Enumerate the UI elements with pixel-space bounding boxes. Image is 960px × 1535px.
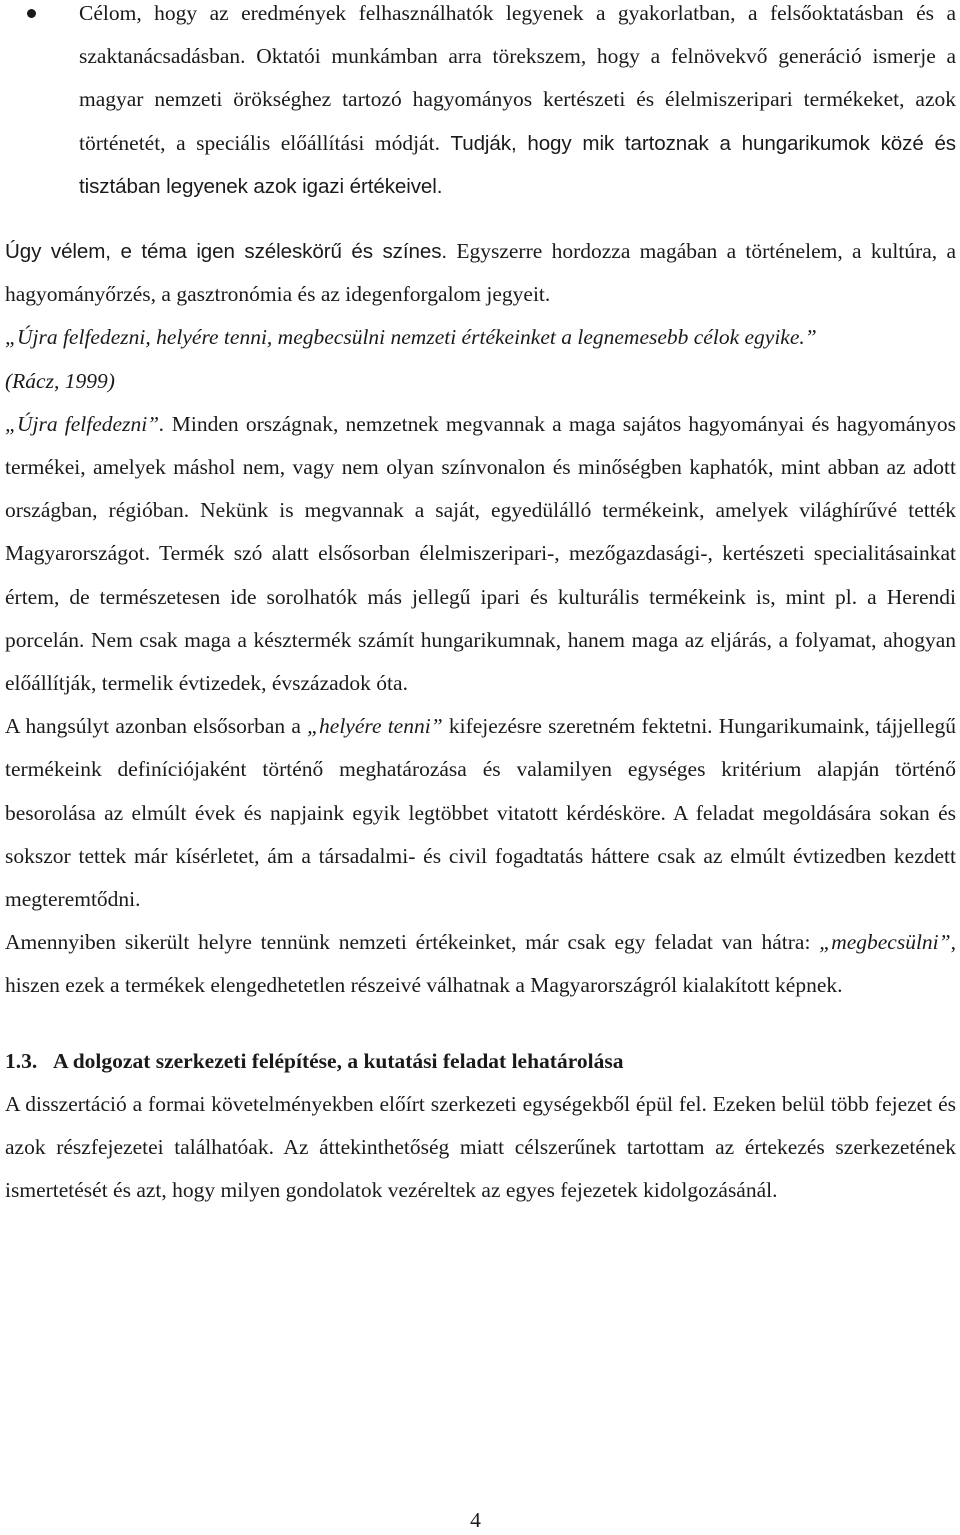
paragraph-rediscover-body: Minden országnak, nemzetnek megvannak a maga sajátos hagyományai és hagyományos termékei, amelyek máshol nem, vagy nem olyan színvonalon és minőségben kaphatók, mint abban az adott országban, régióban. Nekünk is megvannak a saját, egyedülálló termékeink, amelyek világhírűvé tették Magyarországot. Termék szó alatt elsősorban élelmiszeripari-, mezőgazdasági-, kertészeti specialitásainkat értem, de természetesen ide sorolhatók más jellegű ipari és kulturális termékeink is, mint pl. a Herendi porcelán. Nem csak maga a késztermék számít hungarikumnak, hanem maga az eljárás, a folyamat, ahogyan előállítják, termelik évtizedek, évszázadok óta.	[5, 411, 956, 696]
page-number: 4	[470, 1508, 481, 1532]
paragraph-appreciate-emphasis: „megbecsülni”	[819, 930, 951, 955]
paragraph-structure: A disszertáció a formai követelményekben előírt szerkezeti egységekből épül fel. Ezeken belül több fejezet és azok részfejezetei találhatóak. Az áttekinthetőség miatt célszerűnek tartottam az értekezés szerkezetének ismertetését és azt, hogy milyen gondolatok vezéreltek az egyes fejezetek kidolgozásánál.	[5, 1091, 956, 1203]
bullet-icon	[27, 9, 36, 18]
paragraph-rediscover-emphasis: „Újra felfedezni”.	[5, 411, 165, 436]
quote-text: „Újra felfedezni, helyére tenni, megbecsülni nemzeti értékeinket a legnemesebb célok egyike.”	[5, 325, 817, 350]
paragraph-place-lead: A hangsúlyt azonban elsősorban a	[5, 714, 308, 739]
paragraph-appreciate	[5, 921, 956, 1007]
paragraph-appreciate-body: , hiszen ezek a termékek elengedhetetlen részeivé válhatnak a Magyarországról kialakított képnek.	[5, 930, 956, 998]
paragraph-intro-sans: Úgy vélem, e téma igen széleskörű és színes.	[5, 240, 448, 264]
bullet-list-item	[5, 0, 956, 208]
paragraph-intro	[5, 230, 956, 316]
quote-paragraph	[5, 316, 956, 402]
paragraph-place	[5, 705, 956, 921]
section-title: A dolgozat szerkezeti felépítése, a kutatási feladat lehatárolása	[53, 1048, 624, 1073]
quote-citation: (Rácz, 1999)	[5, 368, 115, 393]
section-heading	[5, 1040, 956, 1083]
bullet-text-serif: Célom, hogy az eredmények felhasználhatók legyenek a gyakorlatban, a felsőoktatásban és a szaktanácsadásban. Oktatói munkámban arra törekszem, hogy a felnövekvő generáció ismerje a magyar nemzeti örökséghez tartozó hagyományos kertészeti és élelmiszeripari termékeket, azok történetét, a speciális előállítási módját.	[79, 1, 956, 155]
bullet-text-sans: Tudják, hogy mik tartoznak a hungarikumok közé és tisztában legyenek azok igazi értékeivel.	[79, 131, 957, 198]
paragraph-appreciate-lead: Amennyiben sikerült helyre tennünk nemzeti értékeinket, már csak egy feladat van hátra:	[5, 930, 820, 955]
paragraph-intro-rest: Egyszerre hordozza magában a történelem, a kultúra, a hagyományőrzés, a gasztronómia és az idegenforgalom jegyeit.	[5, 239, 957, 307]
paragraph-place-body: kifejezésre szeretném fektetni. Hungarikumaink, tájjellegű termékeink definíciójaként történő meghatározása és valamilyen egységes kritérium alapján történő besorolása az elmúlt évek és napjaink egyik legtöbbet vitatott kérdésköre. A feladat megoldására sokan és sokszor tettek már kísérletet, ám a társadalmi- és civil fogadtatás háttere csak az elmúlt évtizedben kezdett megteremtődni.	[5, 714, 957, 912]
paragraph-rediscover	[5, 403, 956, 705]
document-page	[5, 0, 956, 1212]
section-number: 1.3.	[5, 1048, 38, 1073]
paragraph-place-emphasis: „helyére tenni”	[307, 714, 443, 739]
bullet-text	[79, 0, 956, 208]
